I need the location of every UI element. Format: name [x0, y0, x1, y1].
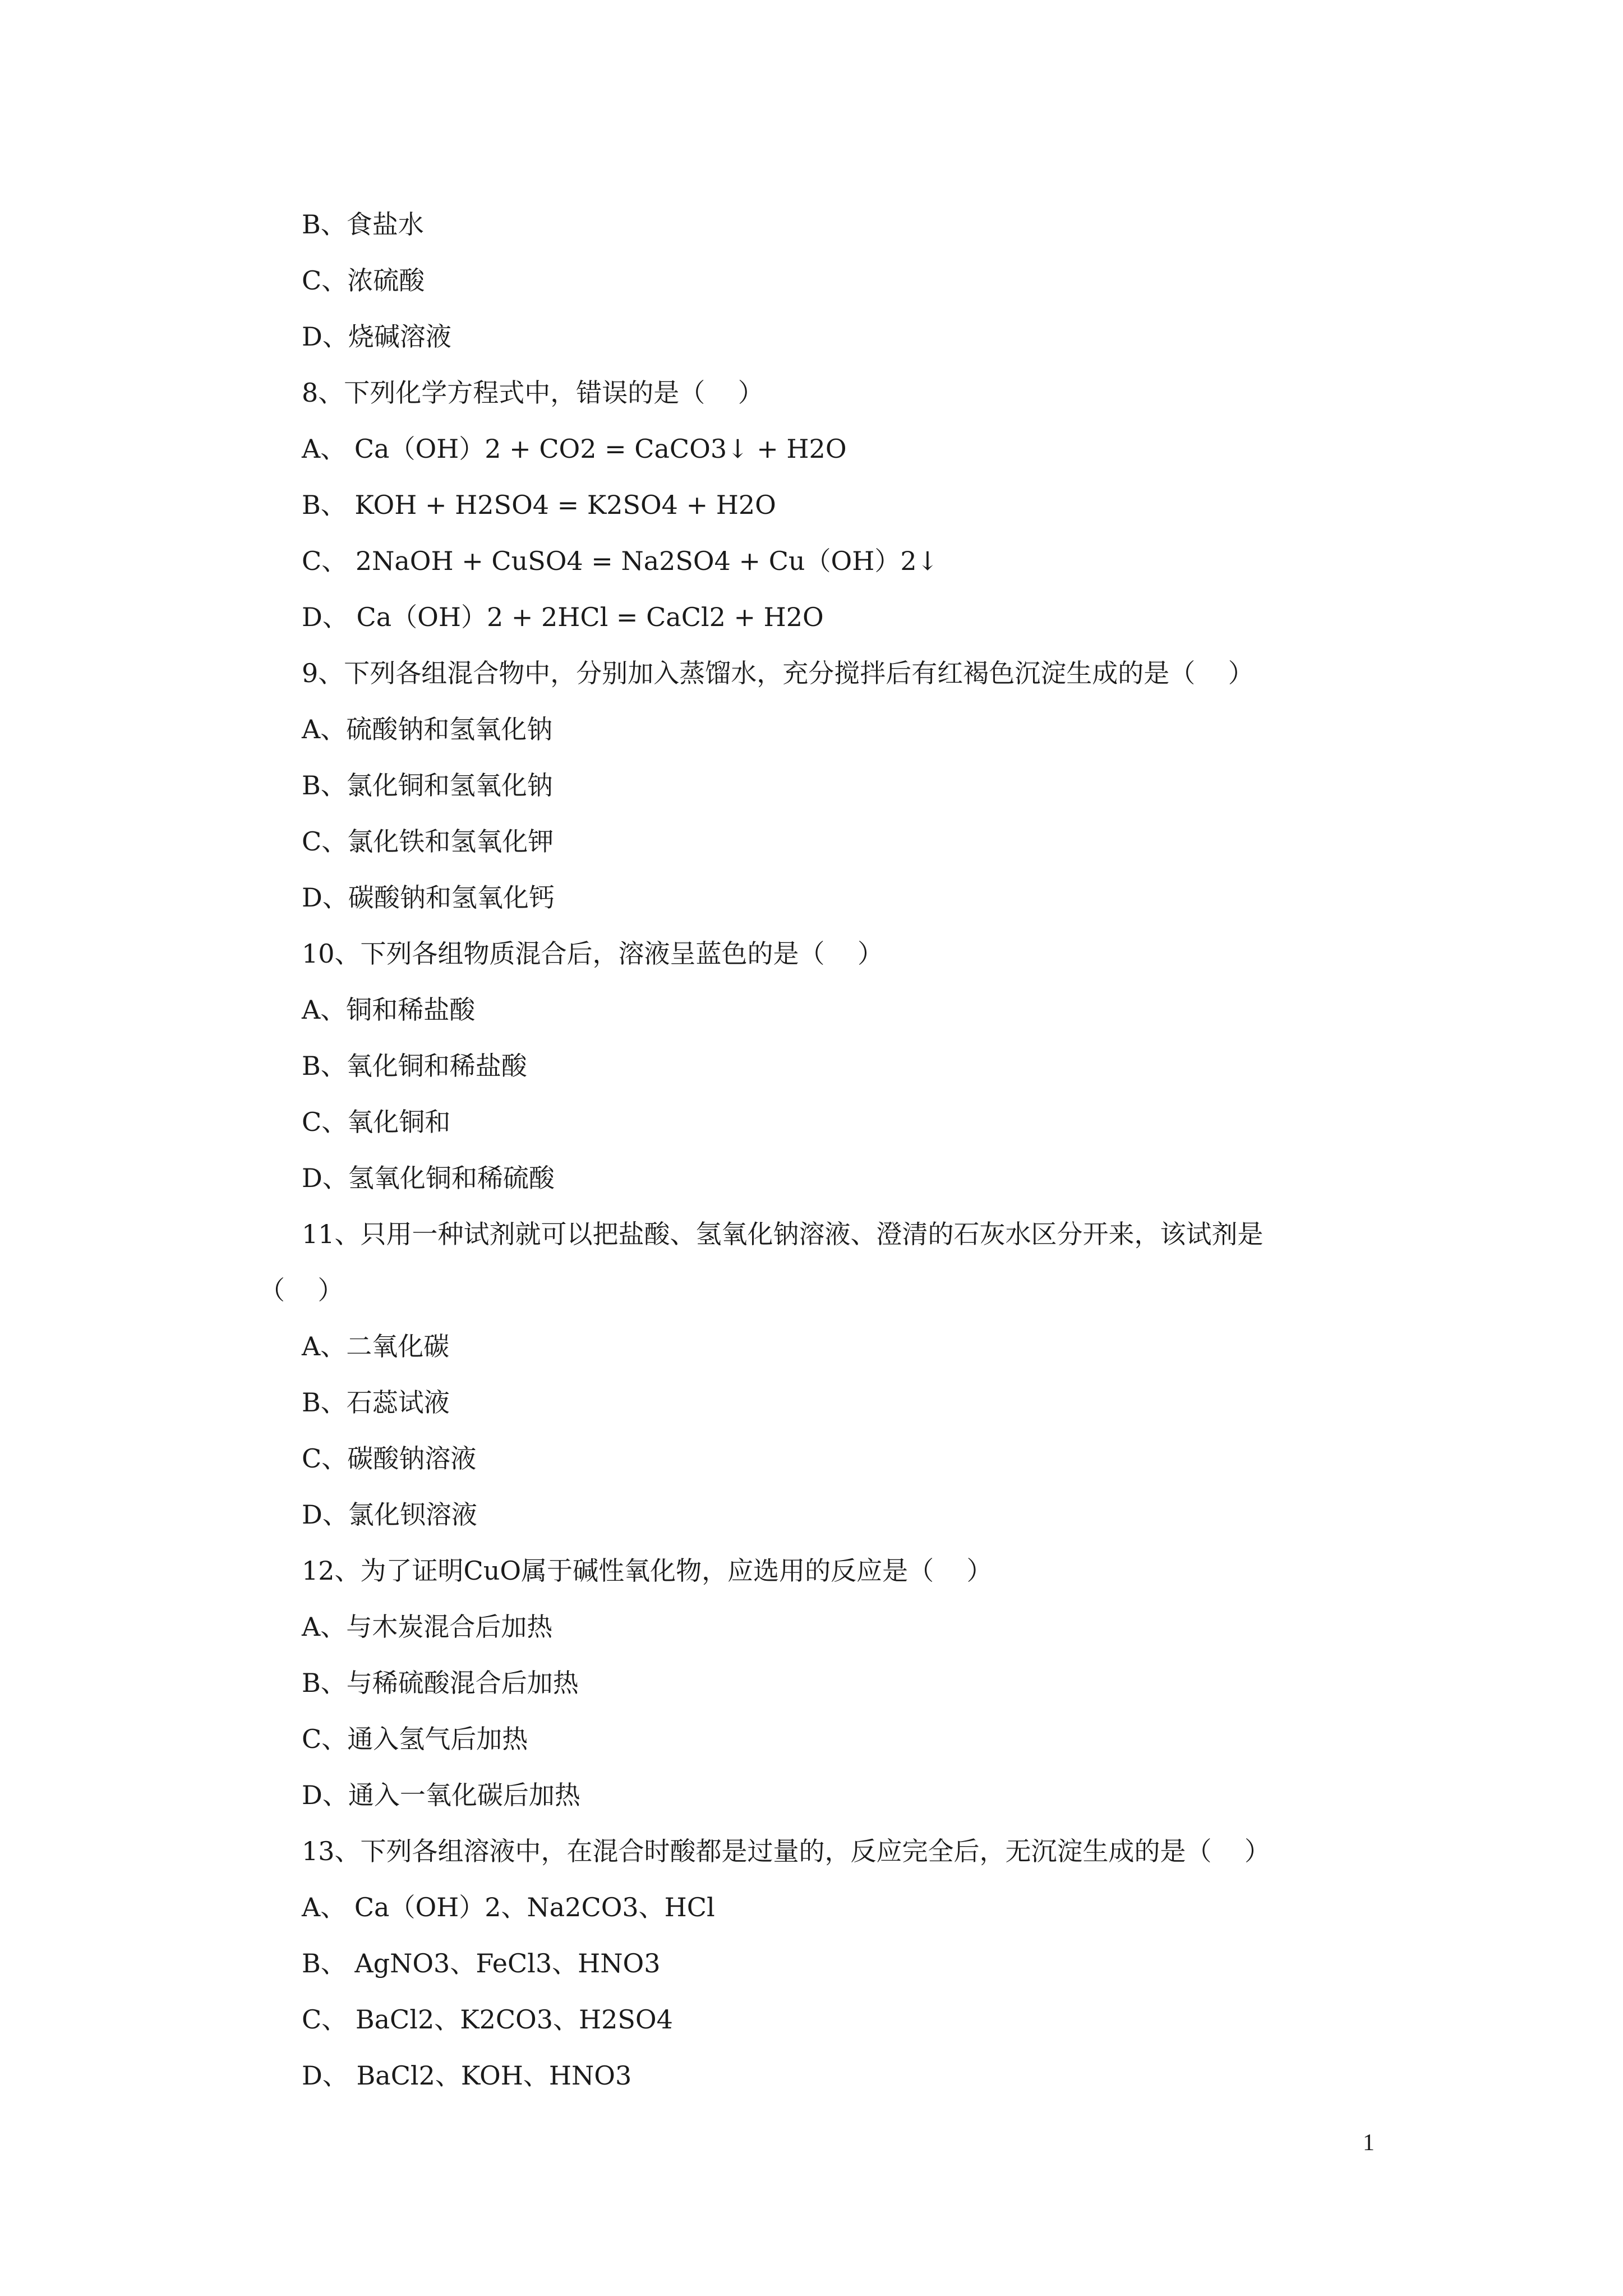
question-content: [0, 196, 1623, 2104]
question-13: 13、下列各组溶液中，在混合时酸都是过量的，反应完全后，无沉淀生成的是（ ）: [302, 1836, 1271, 1866]
page-number: 1: [1363, 2130, 1375, 2156]
option-line: A、与木炭混合后加热: [302, 1612, 553, 1642]
option-line: B、与稀硫酸混合后加热: [302, 1668, 579, 1698]
option-line: A、 Ca（OH）2、Na2CO3、HCl: [302, 1892, 715, 1922]
question-11-continuation: （ ）: [259, 1275, 344, 1305]
option-line: B、氯化铜和氢氧化钠: [302, 770, 553, 800]
option-line: D、 BaCl2、KOH、HNO3: [302, 2060, 632, 2091]
option-line: D、 Ca（OH）2 + 2HCl = CaCl2 + H2O: [302, 602, 824, 632]
option-line: C、 BaCl2、K2CO3、H2SO4: [302, 2004, 673, 2035]
option-line: C、氯化铁和氢氧化钾: [302, 826, 554, 857]
option-line: C、氧化铜和: [302, 1107, 451, 1137]
option-line: B、食盐水: [302, 209, 424, 240]
option-line: B、石蕊试液: [302, 1387, 450, 1418]
question-10: 10、下列各组物质混合后，溶液呈蓝色的是（ ）: [302, 938, 884, 969]
option-line: C、碳酸钠溶液: [302, 1443, 477, 1474]
question-9: 9、下列各组混合物中，分别加入蒸馏水，充分搅拌后有红褐色沉淀生成的是（ ）: [302, 658, 1254, 688]
option-line: D、碳酸钠和氢氧化钙: [302, 882, 555, 913]
question-8: 8、下列化学方程式中，错误的是（ ）: [302, 378, 764, 408]
option-line: B、 AgNO3、FeCl3、HNO3: [302, 1948, 661, 1978]
option-line: C、通入氢气后加热: [302, 1724, 528, 1754]
option-line: C、浓硫酸: [302, 265, 425, 296]
option-line: C、 2NaOH + CuSO4 = Na2SO4 + Cu（OH）2↓: [302, 546, 939, 576]
option-line: D、氯化钡溶液: [302, 1499, 477, 1530]
option-line: A、铜和稀盐酸: [302, 995, 476, 1025]
option-line: A、 Ca（OH）2 + CO2 = CaCO3↓ + H2O: [302, 434, 847, 464]
option-line: A、硫酸钠和氢氧化钠: [302, 714, 553, 744]
option-line: D、烧碱溶液: [302, 321, 451, 352]
question-12: 12、为了证明CuO属于碱性氧化物，应选用的反应是（ ）: [302, 1556, 993, 1586]
option-line: A、二氧化碳: [302, 1331, 450, 1361]
option-line: D、通入一氧化碳后加热: [302, 1780, 580, 1810]
option-line: B、 KOH + H2SO4 = K2SO4 + H2O: [302, 490, 776, 520]
option-line: D、氢氧化铜和稀硫酸: [302, 1163, 555, 1193]
question-11: 11、只用一种试剂就可以把盐酸、氢氧化钠溶液、澄清的石灰水区分开来，该试剂是: [302, 1219, 1264, 1249]
option-line: B、氧化铜和稀盐酸: [302, 1051, 527, 1081]
